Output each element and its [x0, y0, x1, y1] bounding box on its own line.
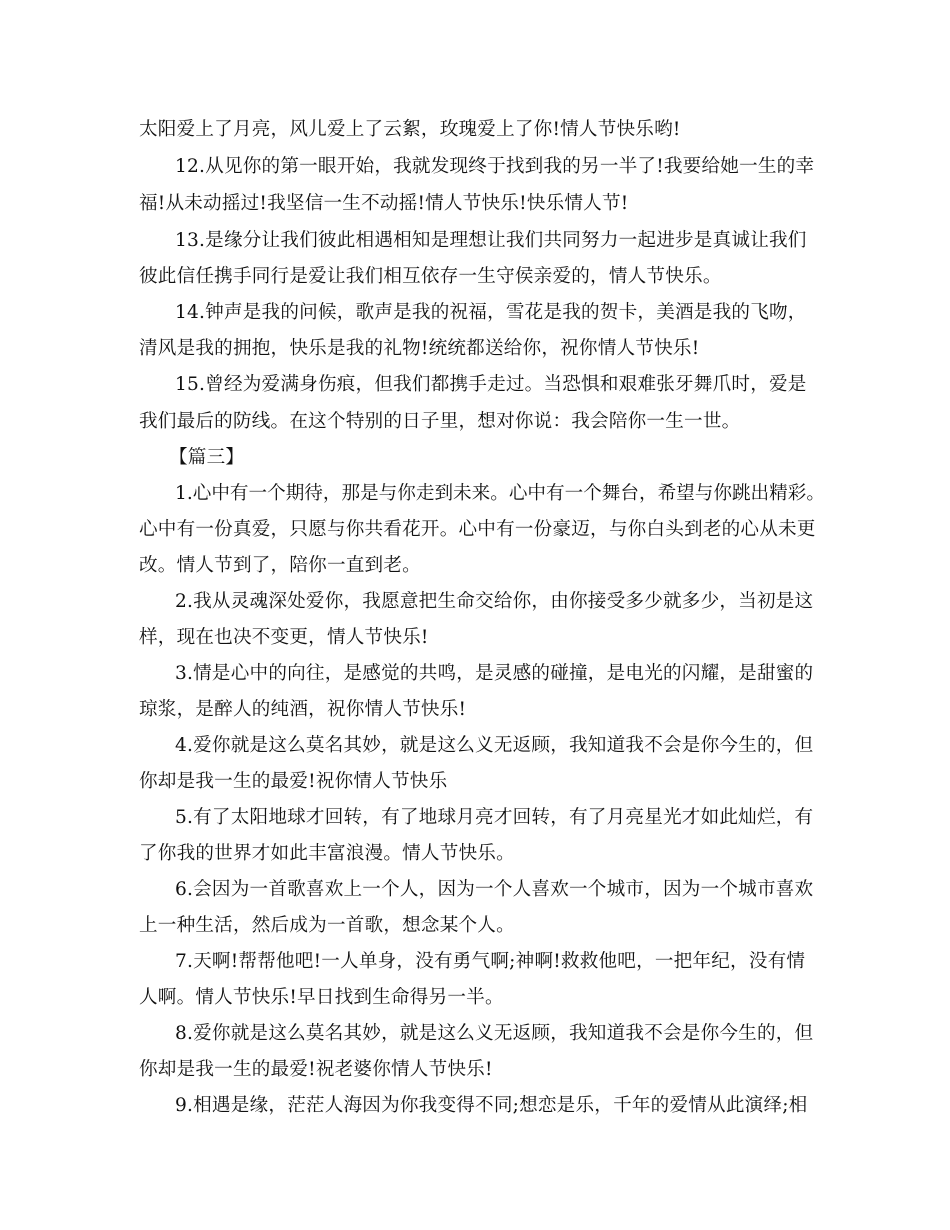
section-heading: 【篇三】 [169, 447, 245, 468]
list-item-14-line-1: 14.钟声是我的问候，歌声是我的祝福，雪花是我的贺卡，美酒是我的飞吻， [175, 302, 807, 323]
list-item-15-line-1: 15.曾经为爱满身伤痕，但我们都携手走过。当恐惧和艰难张牙舞爪时，爱是 [175, 374, 807, 395]
list-item-12-line-2: 福!从未动摇过!我坚信一生不动摇!情人节快乐!快乐情人节! [139, 193, 629, 214]
list-item-14-line-2: 清风是我的拥抱，快乐是我的礼物!统统都送给你，祝你情人节快乐! [139, 338, 700, 359]
list-item-12-line-1: 12.从见你的第一眼开始，我就发现终于找到我的另一半了!我要给她一生的幸 [175, 156, 815, 177]
list-item-1-line-2: 心中有一份真爱，只愿与你共看花开。心中有一份豪迈，与你白头到老的心从未更 [139, 519, 816, 540]
list-item-1-line-3: 改。情人节到了，陪你一直到老。 [139, 555, 421, 576]
list-item-2-line-1: 2.我从灵魂深处爱你，我愿意把生命交给你，由你接受多少就多少，当初是这 [175, 591, 814, 612]
list-item-1-line-1: 1.心中有一个期待，那是与你走到未来。心中有一个舞台，希望与你跳出精彩。 [175, 483, 825, 504]
list-item-7-line-2: 人啊。情人节快乐!早日找到生命得另一半。 [139, 987, 504, 1008]
list-item-6-line-2: 上一种生活，然后成为一首歌，想念某个人。 [139, 915, 515, 936]
list-item-3-line-2: 琼浆，是醉人的纯酒，祝你情人节快乐! [139, 699, 467, 720]
list-item-6-line-1: 6.会因为一首歌喜欢上一个人，因为一个人喜欢一个城市，因为一个城市喜欢 [175, 879, 814, 900]
list-item-5-line-1: 5.有了太阳地球才回转，有了地球月亮才回转，有了月亮星光才如此灿烂，有 [175, 807, 814, 828]
list-item-5-line-2: 了你我的世界才如此丰富浪漫。情人节快乐。 [139, 843, 515, 864]
list-item-8-line-1: 8.爱你就是这么莫名其妙，就是这么义无返顾，我知道我不会是你今生的，但 [175, 1023, 814, 1044]
list-item-4-line-1: 4.爱你就是这么莫名其妙，就是这么义无返顾，我知道我不会是你今生的，但 [175, 735, 814, 756]
list-item-15-line-2: 我们最后的防线。在这个特别的日子里，想对你说：我会陪你一生一世。 [139, 411, 741, 432]
list-item-4-line-2: 你却是我一生的最爱!祝你情人节快乐 [139, 771, 448, 792]
list-item-13-line-2: 彼此信任携手同行是爱让我们相互依存一生守侯亲爱的，情人节快乐。 [139, 266, 722, 287]
list-item-2-line-2: 样，现在也决不变更，情人节快乐! [139, 627, 429, 648]
list-item-9-line-1: 9.相遇是缘，茫茫人海因为你我变得不同;想恋是乐，千年的爱情从此演绎;相 [175, 1095, 808, 1116]
list-item-8-line-2: 你却是我一生的最爱!祝老婆你情人节快乐! [139, 1059, 493, 1080]
list-item-3-line-1: 3.情是心中的向往，是感觉的共鸣，是灵感的碰撞，是电光的闪耀，是甜蜜的 [175, 663, 814, 684]
text-line: 太阳爱上了月亮，风儿爱上了云絮，玫瑰爱上了你!情人节快乐哟! [139, 119, 681, 140]
list-item-7-line-1: 7.天啊!帮帮他吧!一人单身，没有勇气啊;神啊!救救他吧，一把年纪，没有情 [175, 951, 806, 972]
list-item-13-line-1: 13.是缘分让我们彼此相遇相知是理想让我们共同努力一起进步是真诚让我们 [175, 230, 807, 251]
